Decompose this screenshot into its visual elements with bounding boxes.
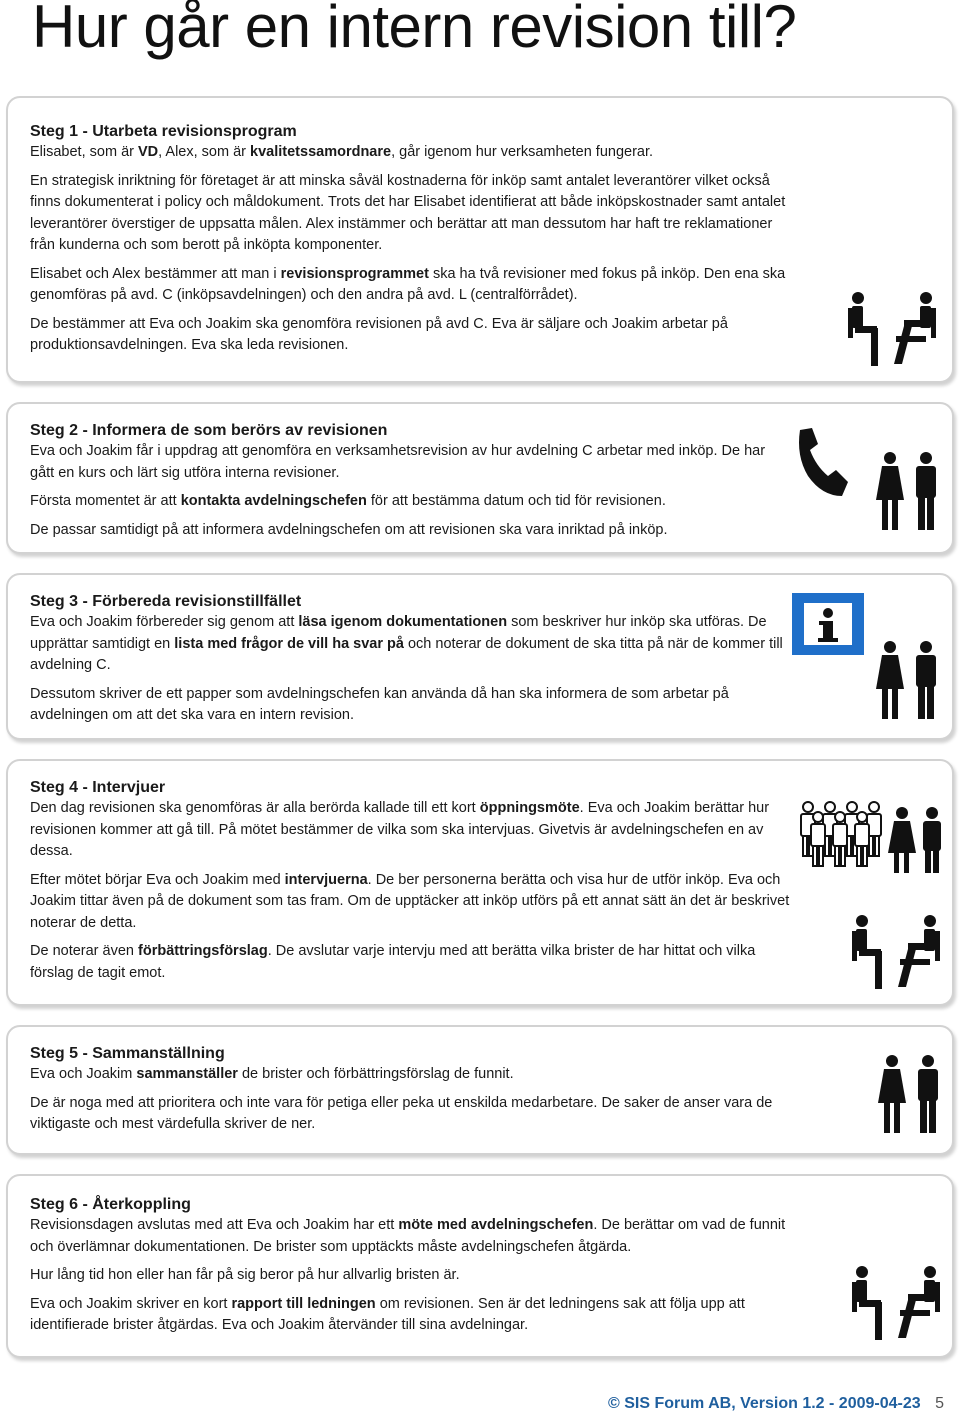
step-4-box [6,759,954,1006]
text-run: Hur lång tid hon eller han får på sig beror på hur allvarlig bristen är. [30,1267,460,1283]
step-paragraph [30,441,790,484]
text-run: Elisabet, som är [30,144,138,160]
text-run: Revisionsdagen avslutas med att Eva och Joakim har ett [30,1217,399,1233]
text-run: om revisionen. Sen är det ledningens sak att följa upp att identifierade brister åtgärdas. Eva och Joakim återvänder till sina avdelningar. [30,1295,745,1333]
step-paragraph [30,1215,790,1258]
text-run: och noterar de dokument de ska titta på när de kommer till avdelning C. [30,635,783,673]
step-6-box [6,1174,954,1358]
step-heading: Steg 2 - Informera de som berörs av revisionen [30,422,388,439]
group-people-icon [794,801,944,875]
text-run: En strategisk inriktning för företaget är att minska såväl kostnaderna för inköp samt antalet leverantörer vilket också finns dokumenterat i policy och måldokument. Trots det har Elisabet identifierat att både inköpskostnader samt antalet leverantörer överstiger de uppsatta målen. Alex instämmer och berättar att man dessutom har haft tre reklamationer från kunderna och som berott på inköpta komponenter. [30,172,786,253]
page-footer [608,1395,944,1413]
text-run: Efter mötet börjar Eva och Joakim med [30,871,285,888]
step-3-box [6,573,954,740]
text-run: . De berättar om vad de funnit och överlämnar dokumentationen. De brister som upptäckts måste avdelningschefen åtgärda. [30,1217,786,1255]
bold-text: sammanställer [136,1066,238,1082]
step-heading: Steg 4 - Intervjuer [30,779,166,796]
text-run: Dessutom skriver de ett papper som avdelningschefen kan använda då han ska informera de som arbetar på avdelningen om att det ska vara en intern revision. [30,685,729,723]
text-run: De noterar även [30,943,139,959]
bold-text: kvalitetssamordnare [250,144,392,160]
step-paragraph [30,870,790,935]
text-run: . De ber personerna berätta och visa hur de utför inköp. Eva och Joakim tittar även på de dokument som tas fram. Om de upptäcker att inköp utförs på ett annat sätt än det är beskrivet noterar de detta. [30,871,790,931]
step-paragraph [30,798,790,863]
step-paragraph [30,1064,790,1086]
step-paragraph [30,520,790,542]
text-run: . De avslutar varje intervju med att berätta vilka brister de har hittat och vilka förslag de tagit emot. [30,943,756,981]
step-heading: Steg 5 - Sammanställning [30,1045,225,1062]
step-paragraph [30,171,790,257]
copyright-text: © SIS Forum AB, Version 1.2 - 2009-04-23 [607,1395,921,1412]
text-run: . Eva och Joakim berättar hur revisionen kommer att gå till. På mötet bestämmer de vilka som ska intervjuas. Givetvis är avdelningschefen en av dessa. [30,800,770,859]
bold-text: öppningsmöte [479,800,580,816]
step-1-box [6,96,954,383]
bold-text: lista med frågor de vill ha svar på [174,635,404,652]
woman-man-icon [870,1053,950,1137]
bold-text: läsa igenom dokumentationen [298,614,508,630]
step-heading: Steg 3 - Förbereda revisionstillfället [30,593,302,610]
text-run: de brister och förbättringsförslag de funnit. [237,1066,514,1082]
bold-text: intervjuerna [284,871,368,888]
text-run: De bestämmer att Eva och Joakim ska genomföra revisionen på avd C. Eva är säljare och Joakim arbetar på produktionsavdelningen. Eva ska leda revisionen. [30,315,728,353]
text-run: , Alex, som är [158,144,251,160]
phone-icon [794,426,848,498]
woman-man-icon [868,450,948,534]
bold-text: rapport till ledningen [231,1295,376,1312]
step-paragraph [30,142,790,164]
step-paragraph [30,1093,790,1136]
step-paragraph [30,491,790,513]
step-heading: Steg 6 - Återkoppling [30,1196,191,1213]
text-run: för att bestämma datum och tid för revisionen. [366,493,666,509]
text-run: som beskriver hur inköp ska utföras. De upprättar samtidigt en [30,614,767,652]
step-paragraph [30,1294,790,1337]
step-paragraph [30,314,790,357]
text-run: Den dag revisionen ska genomföras är alla berörda kallade till ett kort [30,800,480,816]
step-heading: Steg 1 - Utarbeta revisionsprogram [30,123,297,140]
step-paragraph [30,264,790,307]
text-run: De är noga med att prioritera och inte vara för petiga eller peka ut enskilda medarbetare. De saker de anser vara de viktigaste och mest värdefulla skriver de ner. [30,1094,773,1132]
text-run: De passar samtidigt på att informera avdelningschefen om att revisionen ska vara inriktad på inköp. [30,521,668,538]
step-paragraph [30,612,790,677]
step-paragraph [30,941,790,984]
text-run: Eva och Joakim förbereder sig genom att [30,614,299,630]
meeting-people-icon [846,911,946,991]
bold-text: förbättringsförslag [138,943,268,959]
meeting-people-icon [846,1262,946,1342]
text-run: Eva och Joakim [30,1066,137,1082]
step-2-box [6,402,954,554]
text-run: Eva och Joakim skriver en kort [30,1295,232,1312]
info-sign-icon [792,593,864,655]
text-run: ska ha två revisioner med fokus på inköp. Den ena ska genomföras på avd. C (inköpsavdelningen) och den andra på avd. L (centralförrådet). [30,265,786,303]
page-number: 5 [935,1395,944,1412]
bold-text: revisionsprogrammet [280,265,429,282]
step-paragraph [30,684,790,727]
page-title: Hur går en intern revision till? [32,0,797,60]
bold-text: kontakta avdelningschefen [180,493,367,509]
meeting-people-icon [842,288,942,368]
step-paragraph [30,1265,790,1287]
bold-text: VD [138,144,159,160]
text-run: , går igenom hur verksamheten fungerar. [391,144,654,160]
bold-text: möte med avdelningschefen [398,1217,594,1233]
step-5-box [6,1025,954,1155]
text-run: Elisabet och Alex bestämmer att man i [30,265,281,282]
woman-man-icon [868,639,948,723]
text-run: Eva och Joakim får i uppdrag att genomföra en verksamhetsrevision av hur avdelning C arbetar med inköp. De har gått en kurs och lärt sig utföra interna revisioner. [30,443,766,481]
text-run: Första momentet är att [30,493,181,509]
